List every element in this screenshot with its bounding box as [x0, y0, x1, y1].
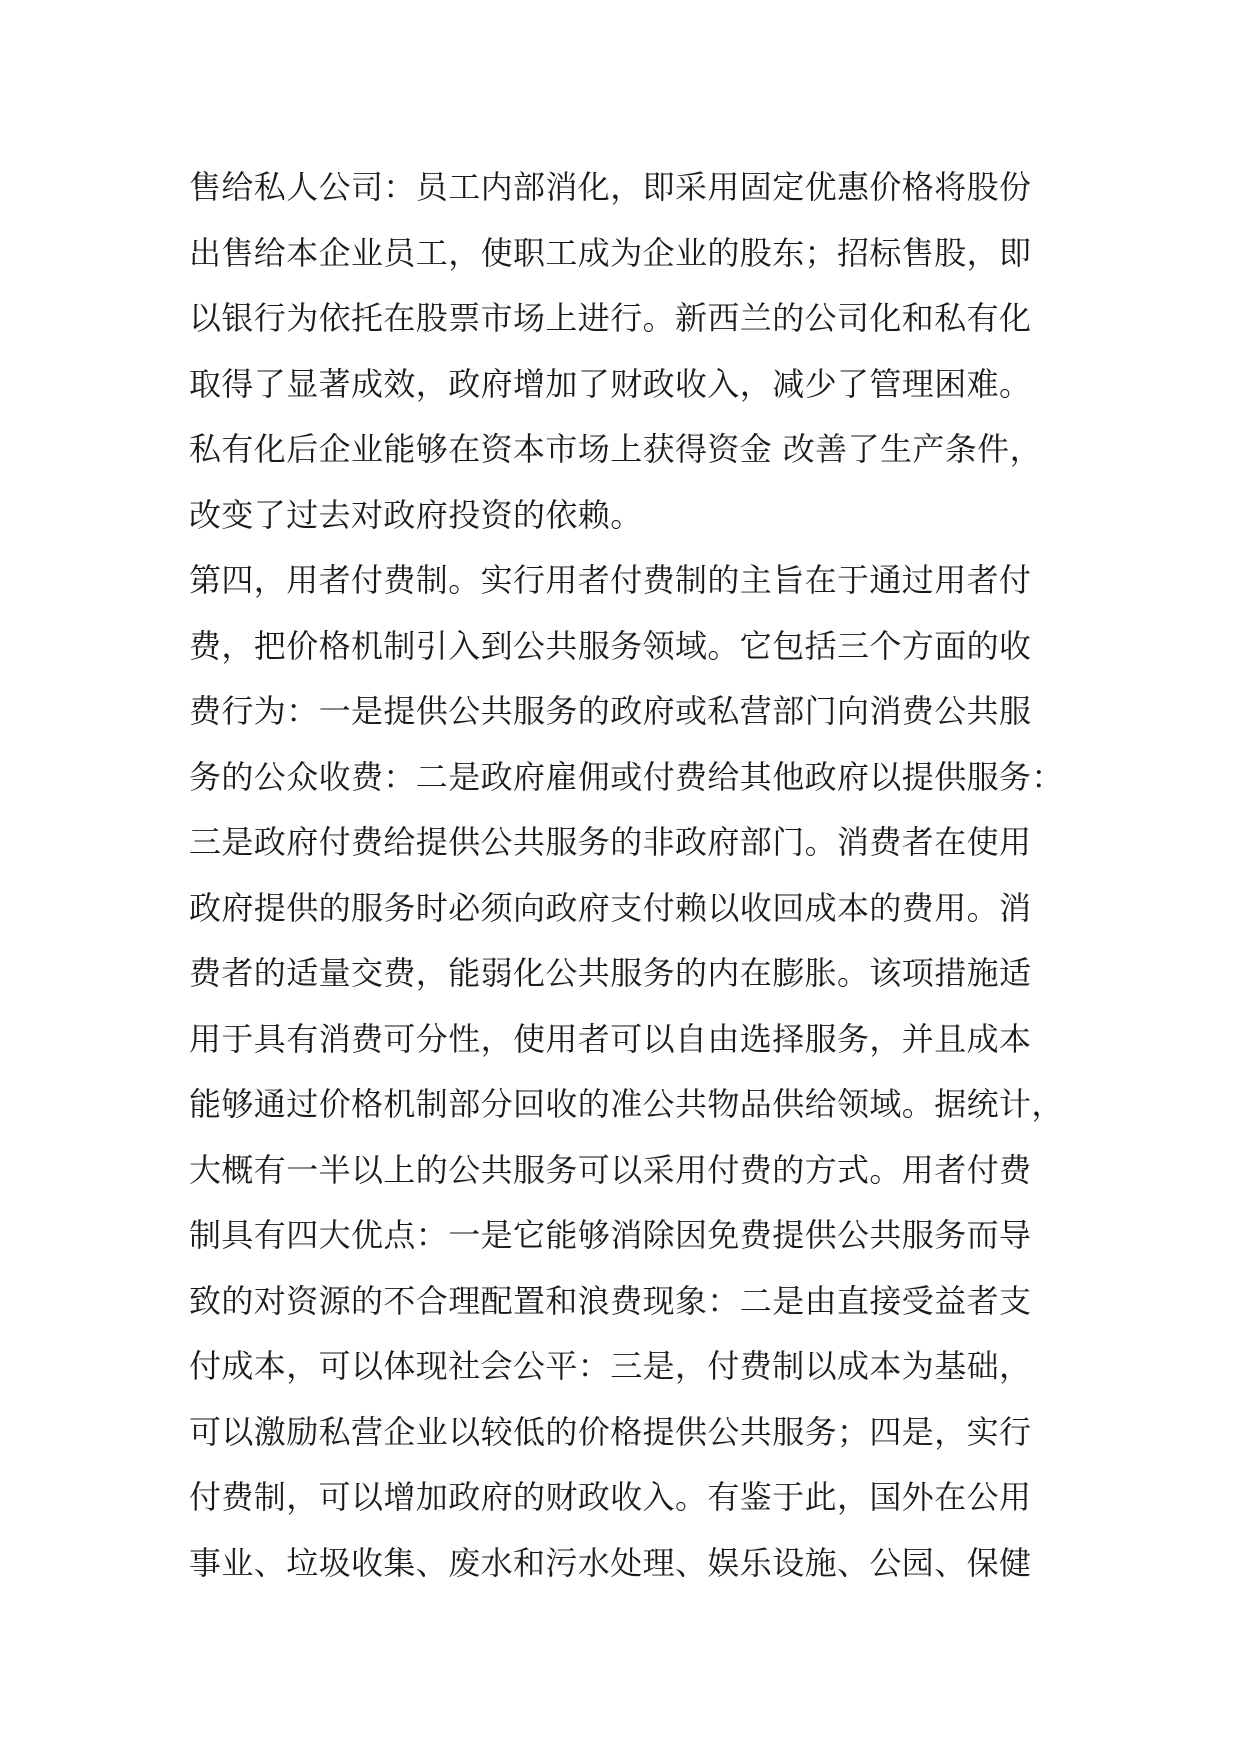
text-line: 第四，用者付费制。实行用者付费制的主旨在于通过用者付: [189, 561, 1032, 599]
text-line: 事业、垃圾收集、废水和污水处理、娱乐设施、公园、保健: [189, 1543, 1032, 1582]
text-line: 费者的适量交费，能弱化公共服务的内在膨胀。该项措施适: [189, 954, 1032, 992]
text-line: 取得了显著成效，政府增加了财政收入，减少了管理困难。: [189, 364, 1032, 403]
text-line: 致的对资源的不合理配置和浪费现象：二是由直接受益者支: [189, 1281, 1032, 1320]
text-line: 改变了过去对政府投资的依赖。: [189, 495, 643, 534]
text-line: 政府提供的服务时必须向政府支付赖以收回成本的费用。消: [189, 888, 1032, 927]
text-line: 能够通过价格机制部分回收的准公共物品供给领域。据统计，: [189, 1085, 1064, 1123]
text-line: 费行为：一是提供公共服务的政府或私营部门向消费公共服: [189, 692, 1032, 730]
text-line: 可以激励私营企业以较低的价格提供公共服务；四是，实行: [189, 1412, 1032, 1451]
text-line: 付成本，可以体现社会公平：三是，付费制以成本为基础，: [189, 1347, 1032, 1385]
text-line: 大概有一半以上的公共服务可以采用付费的方式。用者付费: [189, 1150, 1032, 1189]
body-text: [189, 155, 1069, 1596]
text-line: 三是政府付费给提供公共服务的非政府部门。消费者在使用: [189, 823, 1032, 861]
text-line: 付费制，可以增加政府的财政收入。有鉴于此，国外在公用: [189, 1478, 1032, 1516]
text-line: 以银行为依托在股票市场上进行。新西兰的公司化和私有化: [189, 299, 1032, 337]
text-line: 售给私人公司：员工内部消化，即采用固定优惠价格将股份: [189, 168, 1032, 206]
text-line: 制具有四大优点：一是它能够消除因免费提供公共服务而导: [189, 1216, 1032, 1254]
text-line: 费，把价格机制引入到公共服务领域。它包括三个方面的收: [189, 626, 1032, 665]
text-line: 务的公众收费：二是政府雇佣或付费给其他政府以提供服务：: [189, 757, 1064, 796]
text-line: 用于具有消费可分性，使用者可以自由选择服务，并且成本: [189, 1019, 1032, 1058]
text-line: 私有化后企业能够在资本市场上获得资金 改善了生产条件，: [189, 430, 1042, 468]
text-line: 出售给本企业员工，使职工成为企业的股东；招标售股，即: [189, 233, 1032, 272]
